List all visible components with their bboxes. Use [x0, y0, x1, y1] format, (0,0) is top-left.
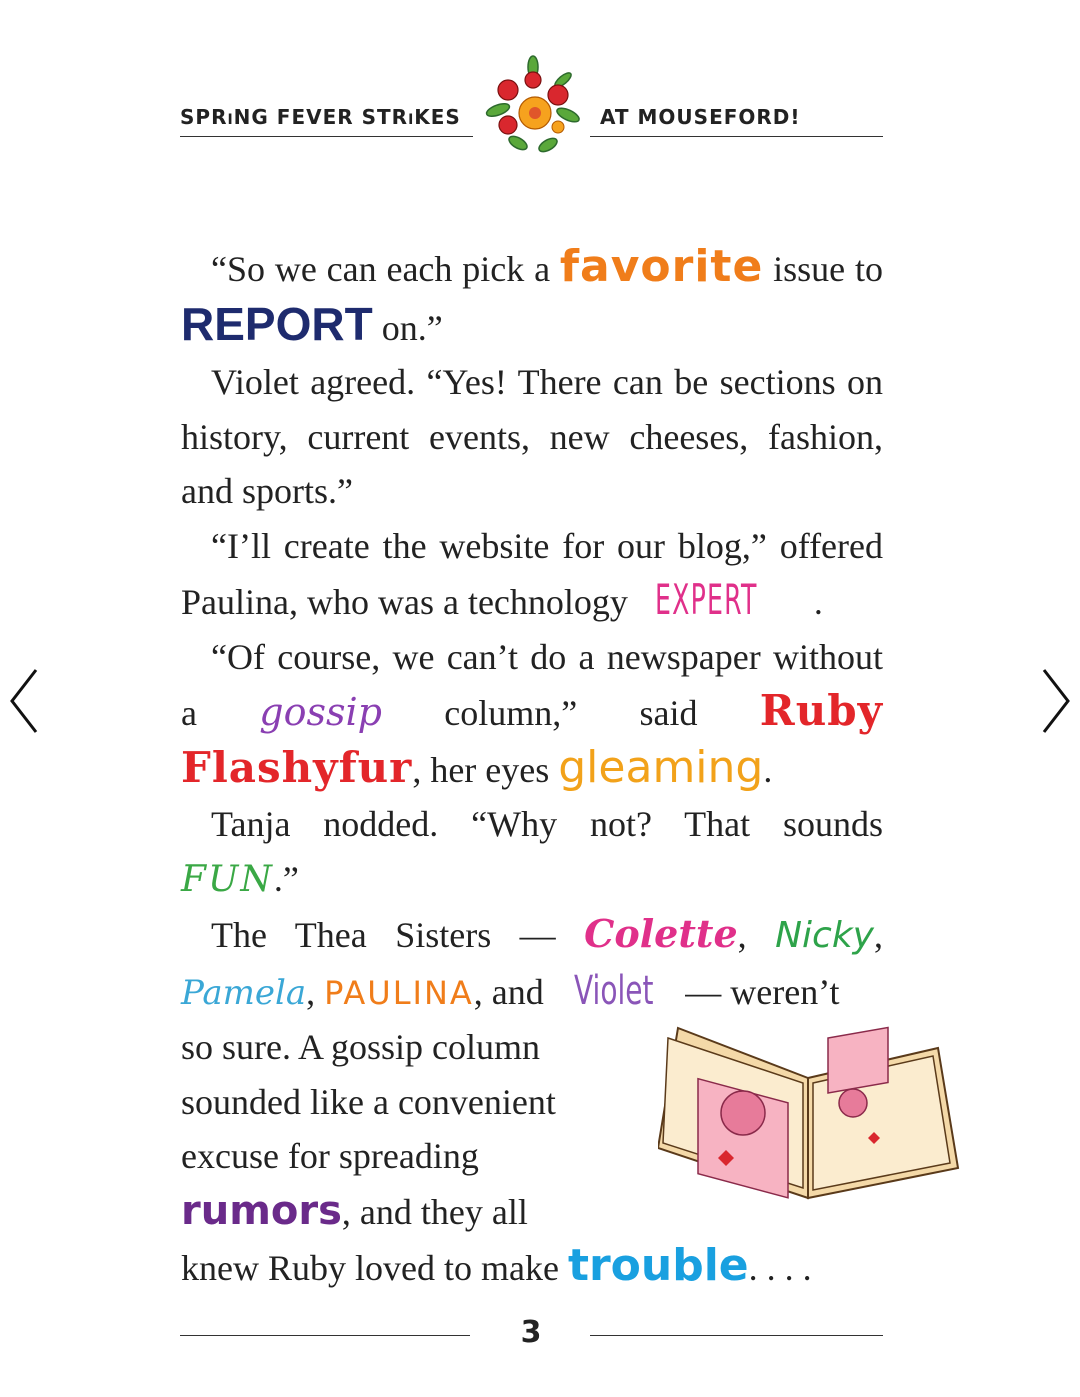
text-run: The Thea Sisters —	[211, 915, 585, 955]
word-gleaming: gleaming	[558, 741, 764, 793]
text-run: — weren’t	[676, 971, 840, 1012]
text-run: issue to	[763, 249, 883, 289]
name-pamela: Pamela	[181, 972, 307, 1013]
word-favorite: favorite	[559, 241, 764, 292]
text-run: ,	[874, 915, 883, 955]
paragraph-3	[181, 519, 883, 630]
page-footer	[180, 1315, 883, 1355]
text-run: .	[763, 749, 773, 790]
text-run: Tanja nodded. “Why not? That sounds	[211, 804, 883, 844]
chevron-left-icon[interactable]	[8, 668, 42, 734]
paragraph-4	[181, 630, 883, 798]
text-run: column,” said	[381, 693, 760, 733]
running-header	[180, 55, 883, 155]
text-run: ,	[737, 915, 776, 955]
header-rule-left	[180, 136, 473, 137]
name-ruby-flashyfur: Ruby Flashyfur	[181, 686, 884, 792]
word-fun: FUN	[181, 858, 274, 900]
name-paulina: PAULINA	[324, 973, 474, 1012]
paragraph-5	[181, 797, 883, 907]
header-rule-right	[590, 136, 883, 137]
footer-rule-left	[180, 1335, 470, 1336]
paragraph-6-continued	[181, 1020, 626, 1239]
chevron-right-icon[interactable]	[1038, 668, 1072, 734]
page-number: 3	[520, 1315, 542, 1350]
text-run: .	[813, 582, 823, 622]
text-run: . . . .	[748, 1248, 812, 1288]
word-expert: EXPERT	[654, 575, 758, 624]
text-run: “Of course, we can’t do a newspaper without a	[181, 636, 883, 733]
text-run: knew Ruby loved to make	[181, 1248, 568, 1288]
name-nicky: Nicky	[775, 915, 874, 956]
text-run: , and they all	[341, 1191, 528, 1232]
text-run: , her eyes	[412, 749, 559, 790]
word-gossip: gossip	[259, 690, 382, 734]
text-run: “So we can each pick a	[211, 249, 560, 289]
name-colette: Colette	[584, 911, 738, 956]
word-rumors: rumors	[181, 1187, 342, 1234]
text-run: .”	[273, 858, 299, 899]
rose-bouquet-icon	[478, 55, 586, 155]
text-run: Violet agreed. “Yes! There can be sections on history, current events, new cheeses, fashion, and sports.”	[181, 362, 883, 511]
open-magazine-icon	[658, 1018, 960, 1203]
paragraph-1	[181, 240, 883, 355]
name-violet: Violet	[573, 967, 654, 1014]
header-right-title: AT MOUSEFORD!	[600, 105, 801, 129]
text-run: , and	[473, 971, 553, 1012]
text-run: so sure. A gossip column sounded like a convenient excuse for spreading	[181, 1027, 556, 1176]
word-report: REPORT	[181, 297, 373, 350]
header-left-title: SPRiNG FEVER STRiKES	[180, 105, 461, 129]
paragraph-2	[181, 355, 883, 519]
word-trouble: trouble	[567, 1240, 749, 1291]
text-run: “I’ll create the website for our blog,” offered Paulina, who was a technology	[181, 525, 883, 622]
paragraph-6-end	[181, 1239, 883, 1296]
text-run: on.”	[372, 307, 443, 348]
paragraph-6	[181, 907, 883, 1020]
text-run: ,	[306, 971, 325, 1012]
footer-rule-right	[590, 1335, 883, 1336]
